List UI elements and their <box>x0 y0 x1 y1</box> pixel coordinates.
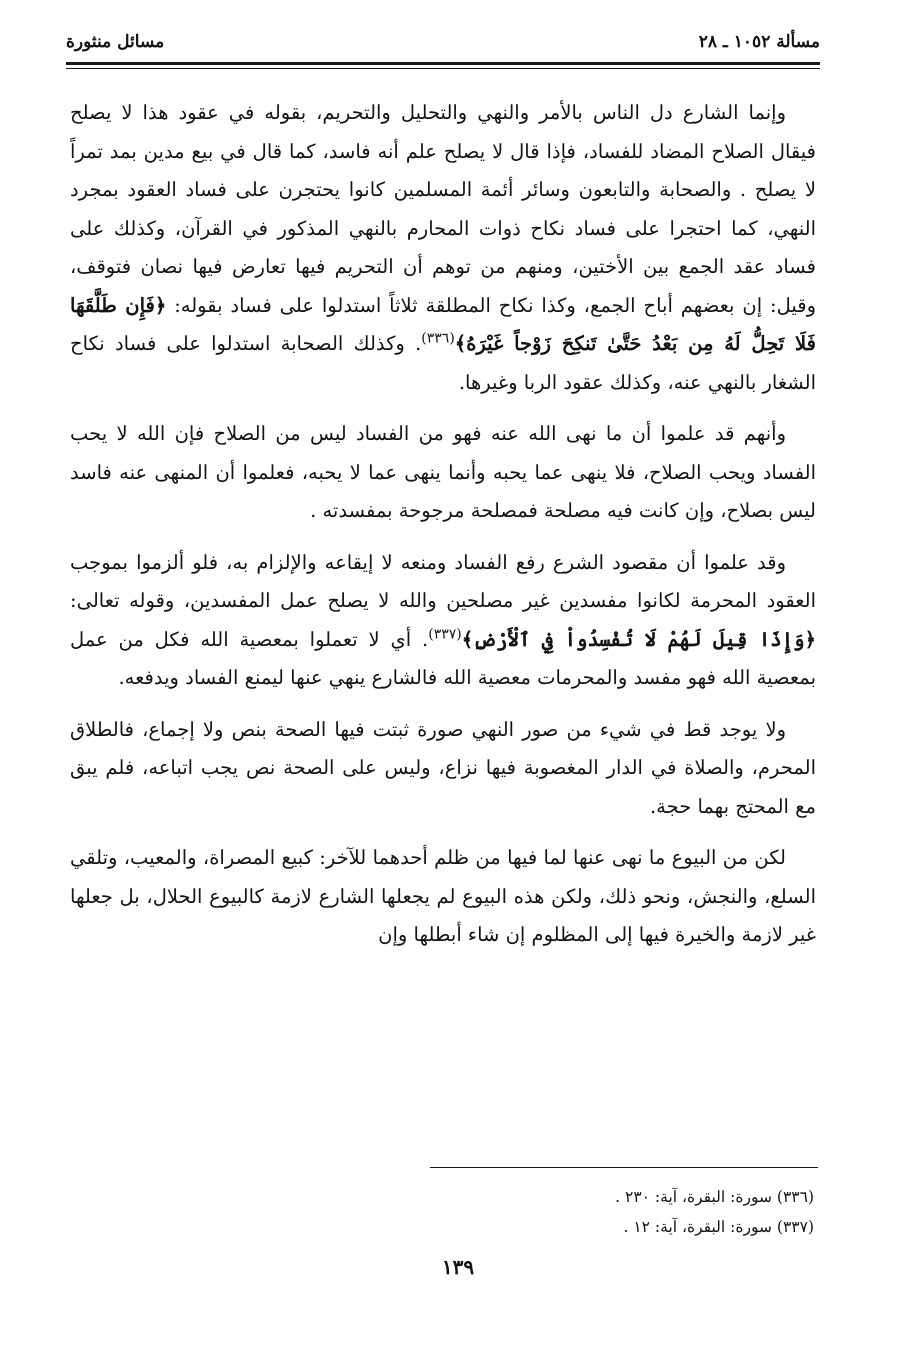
footnote: (٣٣٧) سورة: البقرة، آية: ١٢ . <box>623 1218 814 1236</box>
paragraph-text: لكن من البيوع ما نهى عنها لما فيها من ظلم أحدهما للآخر: كبيع المصراة، والمعيب، وتلقي السلع، والنجش، ونحو ذلك، ولكن هذه البيوع لم يجعلها الشارع لازمة كالبيوع الحلال، بل جعلها غير لازمة والخيرة فيها إلى المظلوم إن شاء أبطلها وإن <box>70 846 816 946</box>
footnotes <box>440 1182 814 1242</box>
paragraph-text: . أي لا تعملوا بمعصية الله فكل من عمل بمعصية الله فهو مفسد والمحرمات معصية الله فالشارع ينهي عنها ليمنع الفساد ويدفعه. <box>70 627 816 689</box>
footnote: (٣٣٦) سورة: البقرة، آية: ٢٣٠ . <box>615 1188 814 1206</box>
book-title: مسائل منثورة <box>66 32 165 52</box>
header-divider <box>66 62 820 65</box>
paragraph <box>70 711 816 827</box>
quran-verse: ﴿وَإِذَا قِيلَ لَهُمْ لَا تُفْسِدُواْ فِي ٱلْأَرْضِ﴾ <box>461 627 816 651</box>
chapter-label: مسألة ١٠٥٢ ـ ٢٨ <box>698 32 820 52</box>
main-text <box>70 94 816 968</box>
footnote-divider <box>430 1167 818 1168</box>
paragraph <box>70 94 816 402</box>
footnote-reference[interactable]: (٣٣٦) <box>421 330 455 347</box>
paragraph <box>70 544 816 698</box>
paragraph-text: وقد علموا أن مقصود الشرع رفع الفساد ومنعه لا إيقاعه والإلزام به، فلو ألزموا بموجب العقود المحرمة لكانوا مفسدين غير مصلحين والله لا يصلح عمل المفسدين، وقوله تعالى: <box>70 550 816 612</box>
paragraph-text: وأنهم قد علموا أن ما نهى الله عنه فهو من الفساد ليس من الصلاح فإن الله لا يحب الفساد ويحب الصلاح، فلا ينهى عما يحبه وأنما ينهى عما لا يحبه، فعلموا أن المنهى عنه فاسد ليس بصلاح، وإن كانت فيه مصلحة فمصلحة مرجوحة بمفسدته . <box>70 422 816 522</box>
paragraph <box>70 415 816 531</box>
paragraph-text: وإنما الشارع دل الناس بالأمر والنهي والتحليل والتحريم، بقوله في عقود هذا لا يصلح فيقال الصلاح المضاد للفساد، فإذا قال لا يصلح علم أنه فاسد، كما قال في بيع مدين بمد تمراً لا يصلح . والصحابة والتابعون وسائر أئمة المسلمين كانوا يحتجرن على فساد العقود بمجرد النهي، كما احتجرا على فساد نكاح ذوات المحارم بالنهي المذكور في القرآن، وكذلك على فساد عقد الجمع بين الأختين، ومنهم من توهم أن التحريم فيها تعارض فيها نصان فتوقف، وقيل: إن بعضهم أباح الجمع، وكذا نكاح المطلقة ثلاثاً استدلوا على فساد بقوله: <box>70 101 816 317</box>
paragraph-text: ولا يوجد قط في شيء من صور النهي صورة ثبتت فيها الصحة بنص ولا إجماع، فالطلاق المحرم، والصلاة في الدار المغصوبة فيها نزاع، وليس على الصحة نص يجب اتباعه، فلم يبق مع المحتج بهما حجة. <box>70 717 816 818</box>
paragraph <box>70 839 816 955</box>
quran-verse: ﴿فَإِن طَلَّقَهَا فَلَا تَحِلُّ لَهُ مِن بَعْدُ حَتَّىٰ تَنكِحَ زَوْجاً غَيْرَهُ﴾ <box>70 293 816 355</box>
running-header <box>66 26 820 66</box>
header-divider-thin <box>66 68 820 69</box>
page-number: ١٣٩ <box>441 1255 475 1279</box>
paragraph-text: . وكذلك الصحابة استدلوا على فساد نكاح الشغار بالنهي عنه، وكذلك عقود الربا وغيرها. <box>70 332 816 394</box>
footnote-reference[interactable]: (٣٣٧) <box>428 626 462 642</box>
